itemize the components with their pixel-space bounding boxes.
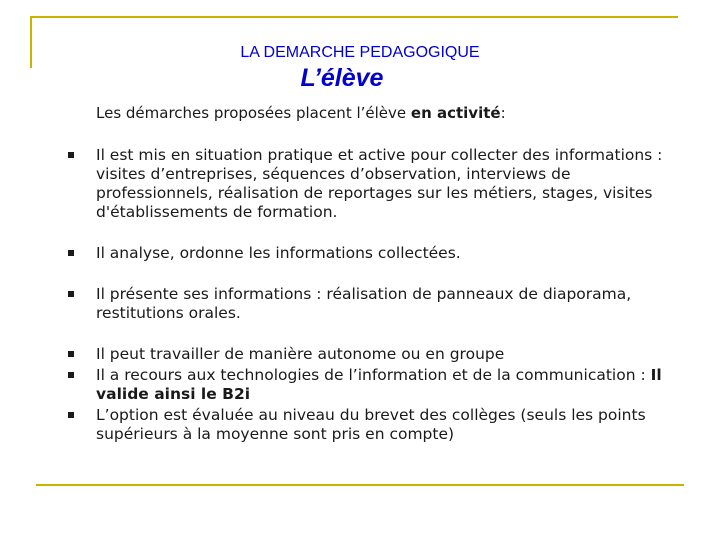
square-bullet-icon [68,250,74,256]
bullet-text: L’option est évaluée au niveau du brevet des collèges (seuls les points supérieurs à la moyenne sont pris en compte) [96,406,646,443]
square-bullet-icon [68,152,74,158]
bullet-text: Il analyse, ordonne les informations collectées. [96,244,461,262]
bullet-list [66,146,686,444]
bullet-text: Il a recours aux technologies de l’information et de la communication : [96,366,651,384]
list-item [66,345,686,364]
bullet-bold-text: Il valide ainsi le B2i [96,366,662,403]
slide-subtitle: L’élève [300,64,384,92]
intro-suffix: : [500,104,506,122]
bottom-rule [36,484,684,486]
bullet-text: Il présente ses informations : réalisation de panneaux de diaporama, restitutions orales. [96,285,632,322]
bullet-text: Il est mis en situation pratique et active pour collecter des informations : visites d’entreprises, séquences d’observation, interviews de professionnels, réalisation de reportages sur les métiers, stages, visites d'établissements de formation. [96,146,663,221]
intro-bold: en activité [410,104,501,122]
square-bullet-icon [68,372,74,378]
slide-title: LA DEMARCHE PEDAGOGIQUE [240,44,480,61]
square-bullet-icon [68,351,74,357]
square-bullet-icon [68,412,74,418]
intro-prefix: Les démarches proposées placent l’élève [96,104,411,122]
list-item [66,146,686,222]
list-item [66,406,686,444]
list-item [66,244,686,263]
square-bullet-icon [68,291,74,297]
bullet-text: Il peut travailler de manière autonome ou en groupe [96,345,505,363]
list-item [66,285,686,323]
intro-text [96,104,506,122]
top-rule [30,16,678,18]
list-item [66,366,686,404]
